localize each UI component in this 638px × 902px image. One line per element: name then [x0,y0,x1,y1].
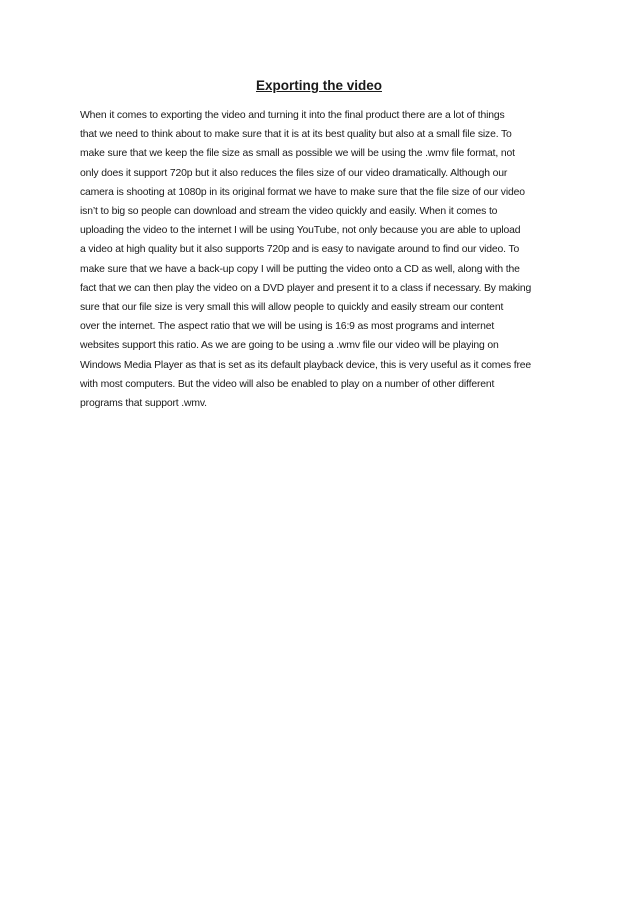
paragraph-line: When it comes to exporting the video and turning it into the final product there are a lot of things [80,110,505,121]
paragraph-line: programs that support .wmv. [80,398,207,410]
document-title: Exporting the video [255,78,382,93]
paragraph-line: only does it support 720p but it also reduces the files size of our video dramatically. Although our [80,167,508,179]
paragraph-line: isn’t to big so people can download and stream the video quickly and easily. When it comes to [80,206,498,218]
paragraph-line: camera is shooting at 1080p in its original format we have to make sure that the file size of our video [80,186,525,198]
paragraph-line: Windows Media Player as that is set as its default playback device, this is very useful as it comes free [80,359,532,371]
paragraph-line: make sure that we have a back-up copy I will be putting the video onto a CD as well, along with the [80,263,520,275]
paragraph-line: a video at high quality but it also supports 720p and is easy to navigate around to find our video. To [80,244,520,256]
paragraph-line: fact that we can then play the video on a DVD player and present it to a class if necessary. By making [80,282,532,294]
paragraph-line: make sure that we keep the file size as small as possible we will be using the .wmv file format, not [80,148,515,160]
body-paragraph [80,106,564,413]
paragraph-line: websites support this ratio. As we are going to be using a .wmv file our video will be playing on [80,340,499,352]
paragraph-line: with most computers. But the video will also be enabled to play on a number of other different [80,378,495,390]
paragraph-line: over the internet. The aspect ratio that we will be using is 16:9 as most programs and internet [80,321,495,333]
paragraph-line: uploading the video to the internet I will be using YouTube, not only because you are able to upload [80,225,521,237]
paragraph-line: that we need to think about to make sure that it is at its best quality but also at a small file size. To [80,129,512,141]
paragraph-line: sure that our file size is very small this will allow people to quickly and easily stream our content [80,302,504,314]
